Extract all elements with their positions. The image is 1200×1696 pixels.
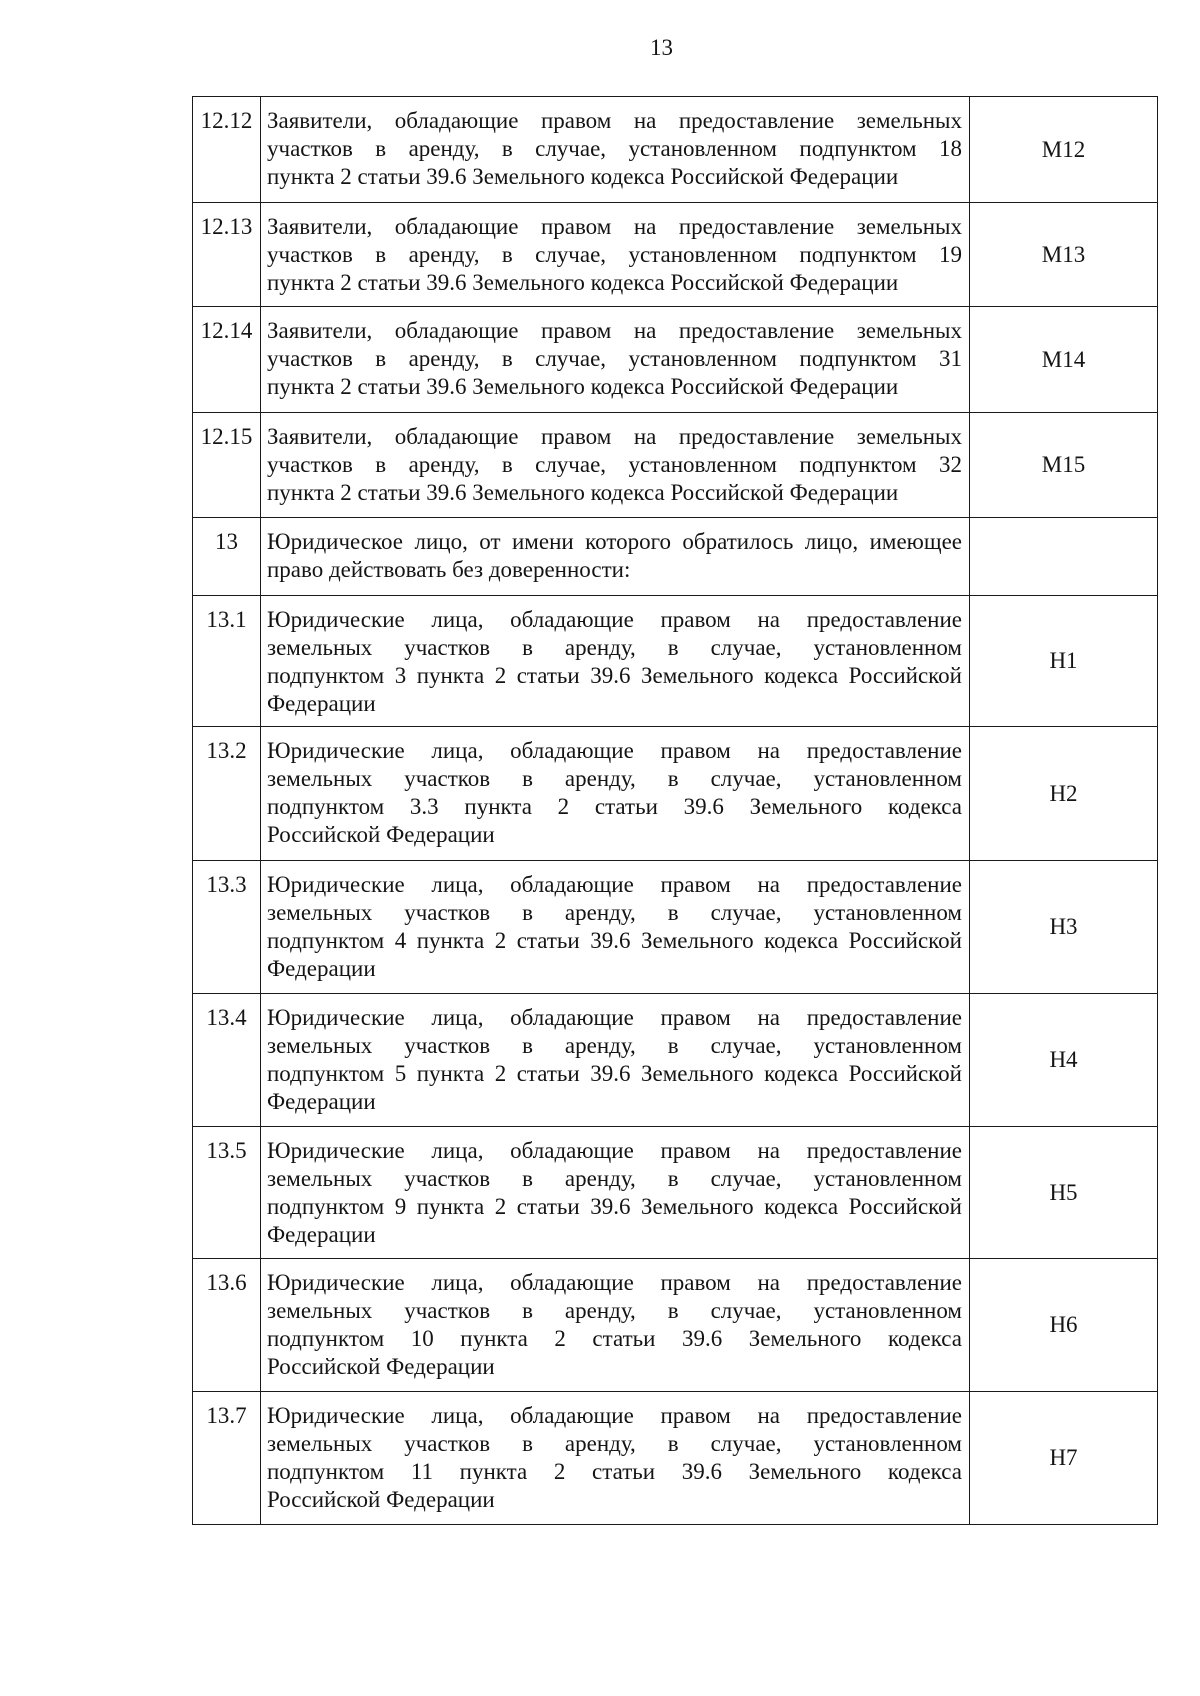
row-number: 13 <box>193 518 261 595</box>
description-line: земельных участков в аренду, в случае, установленном <box>267 900 962 925</box>
row-code: Н5 <box>1049 1179 1078 1205</box>
row-code: Н3 <box>1049 914 1078 939</box>
description-line: участков в аренду, в случае, установленном подпунктом 31 <box>267 346 962 371</box>
row-code: М13 <box>1041 241 1086 267</box>
row-code: М14 <box>1041 346 1086 372</box>
row-description <box>261 307 970 412</box>
table-row <box>193 861 1157 994</box>
description-line: Юридические лица, обладающие правом на предоставление <box>267 872 962 897</box>
description-line: земельных участков в аренду, в случае, установленном <box>267 1298 962 1323</box>
table-row <box>193 307 1157 413</box>
description-line: земельных участков в аренду, в случае, установленном <box>267 1033 962 1058</box>
description-line: подпунктом 3.3 пункта 2 статьи 39.6 Земельного кодекса <box>267 794 962 819</box>
row-number: 13.3 <box>193 861 261 993</box>
description-line: Российской Федерации <box>267 1354 495 1379</box>
description-line: участков в аренду, в случае, установленном подпунктом 18 <box>267 136 962 161</box>
description-line: земельных участков в аренду, в случае, установленном <box>267 766 962 791</box>
table-row <box>193 727 1157 861</box>
row-code <box>970 518 1157 595</box>
description-line: Юридическое лицо, от имени которого обратилось лицо, имеющее <box>267 529 962 554</box>
description-line: Заявители, обладающие правом на предоставление земельных <box>267 214 962 239</box>
row-number: 12.15 <box>193 413 261 517</box>
row-code: М12 <box>1041 136 1086 162</box>
row-description <box>261 727 970 860</box>
description-line: Юридические лица, обладающие правом на предоставление <box>267 1138 962 1163</box>
description-line: земельных участков в аренду, в случае, установленном <box>267 635 962 660</box>
row-code: Н4 <box>1049 1047 1078 1072</box>
table-row <box>193 1259 1157 1392</box>
table-row <box>193 518 1157 596</box>
table-row <box>193 994 1157 1127</box>
row-code: Н6 <box>1049 1312 1078 1337</box>
description-line: пункта 2 статьи 39.6 Земельного кодекса Российской Федерации <box>267 164 899 189</box>
description-line: право действовать без доверенности: <box>267 557 631 582</box>
table-row <box>193 203 1157 307</box>
description-line: участков в аренду, в случае, установленном подпунктом 19 <box>267 242 962 267</box>
row-code: Н1 <box>1049 648 1078 673</box>
description-line: пункта 2 статьи 39.6 Земельного кодекса Российской Федерации <box>267 374 899 399</box>
description-line: Федерации <box>267 1222 376 1247</box>
description-line: Юридические лица, обладающие правом на предоставление <box>267 607 962 632</box>
description-line: Заявители, обладающие правом на предоставление земельных <box>267 424 962 449</box>
row-description <box>261 1259 970 1391</box>
table-row <box>193 596 1157 727</box>
row-code: Н2 <box>1049 780 1078 806</box>
description-line: Юридические лица, обладающие правом на предоставление <box>267 738 962 763</box>
row-description <box>261 596 970 726</box>
table-row <box>193 97 1157 203</box>
row-number: 13.7 <box>193 1392 261 1524</box>
description-line: земельных участков в аренду, в случае, установленном <box>267 1166 962 1191</box>
description-line: Юридические лица, обладающие правом на предоставление <box>267 1403 962 1428</box>
description-line: Заявители, обладающие правом на предоставление земельных <box>267 318 962 343</box>
description-line: пункта 2 статьи 39.6 Земельного кодекса Российской Федерации <box>267 270 899 295</box>
row-description <box>261 518 970 595</box>
row-number: 12.13 <box>193 203 261 306</box>
row-description <box>261 994 970 1126</box>
description-line: подпунктом 4 пункта 2 статьи 39.6 Земельного кодекса Российской <box>267 928 962 953</box>
description-line: Российской Федерации <box>267 822 495 847</box>
table-row <box>193 1392 1157 1525</box>
description-line: подпунктом 5 пункта 2 статьи 39.6 Земельного кодекса Российской <box>267 1061 962 1086</box>
description-line: подпунктом 9 пункта 2 статьи 39.6 Земельного кодекса Российской <box>267 1194 962 1219</box>
description-line: подпунктом 3 пункта 2 статьи 39.6 Земельного кодекса Российской <box>267 663 962 688</box>
table-row <box>193 1127 1157 1259</box>
row-description <box>261 1392 970 1524</box>
row-number: 13.5 <box>193 1127 261 1258</box>
row-number: 12.14 <box>193 307 261 412</box>
description-line: Юридические лица, обладающие правом на предоставление <box>267 1005 962 1030</box>
row-description <box>261 413 970 517</box>
row-number: 13.6 <box>193 1259 261 1391</box>
description-line: Российской Федерации <box>267 1487 495 1512</box>
row-number: 12.12 <box>193 97 261 202</box>
row-description <box>261 97 970 202</box>
row-code: Н7 <box>1049 1445 1078 1470</box>
page-number: 13 <box>650 35 673 60</box>
description-line: подпунктом 10 пункта 2 статьи 39.6 Земельного кодекса <box>267 1326 962 1351</box>
description-line: Федерации <box>267 956 376 981</box>
applicant-table <box>192 96 1158 1525</box>
row-code: М15 <box>1041 452 1086 477</box>
description-line: подпунктом 11 пункта 2 статьи 39.6 Земельного кодекса <box>267 1459 962 1484</box>
table-row <box>193 413 1157 518</box>
description-line: пункта 2 статьи 39.6 Земельного кодекса Российской Федерации <box>267 480 899 505</box>
row-number: 13.2 <box>193 727 261 860</box>
description-line: земельных участков в аренду, в случае, установленном <box>267 1431 962 1456</box>
row-description <box>261 203 970 306</box>
description-line: участков в аренду, в случае, установленном подпунктом 32 <box>267 452 962 477</box>
description-line: Юридические лица, обладающие правом на предоставление <box>267 1270 962 1295</box>
row-description <box>261 1127 970 1258</box>
description-line: Федерации <box>267 691 376 716</box>
row-number: 13.4 <box>193 994 261 1126</box>
description-line: Заявители, обладающие правом на предоставление земельных <box>267 108 962 133</box>
row-number: 13.1 <box>193 596 261 726</box>
row-description <box>261 861 970 993</box>
description-line: Федерации <box>267 1089 376 1114</box>
